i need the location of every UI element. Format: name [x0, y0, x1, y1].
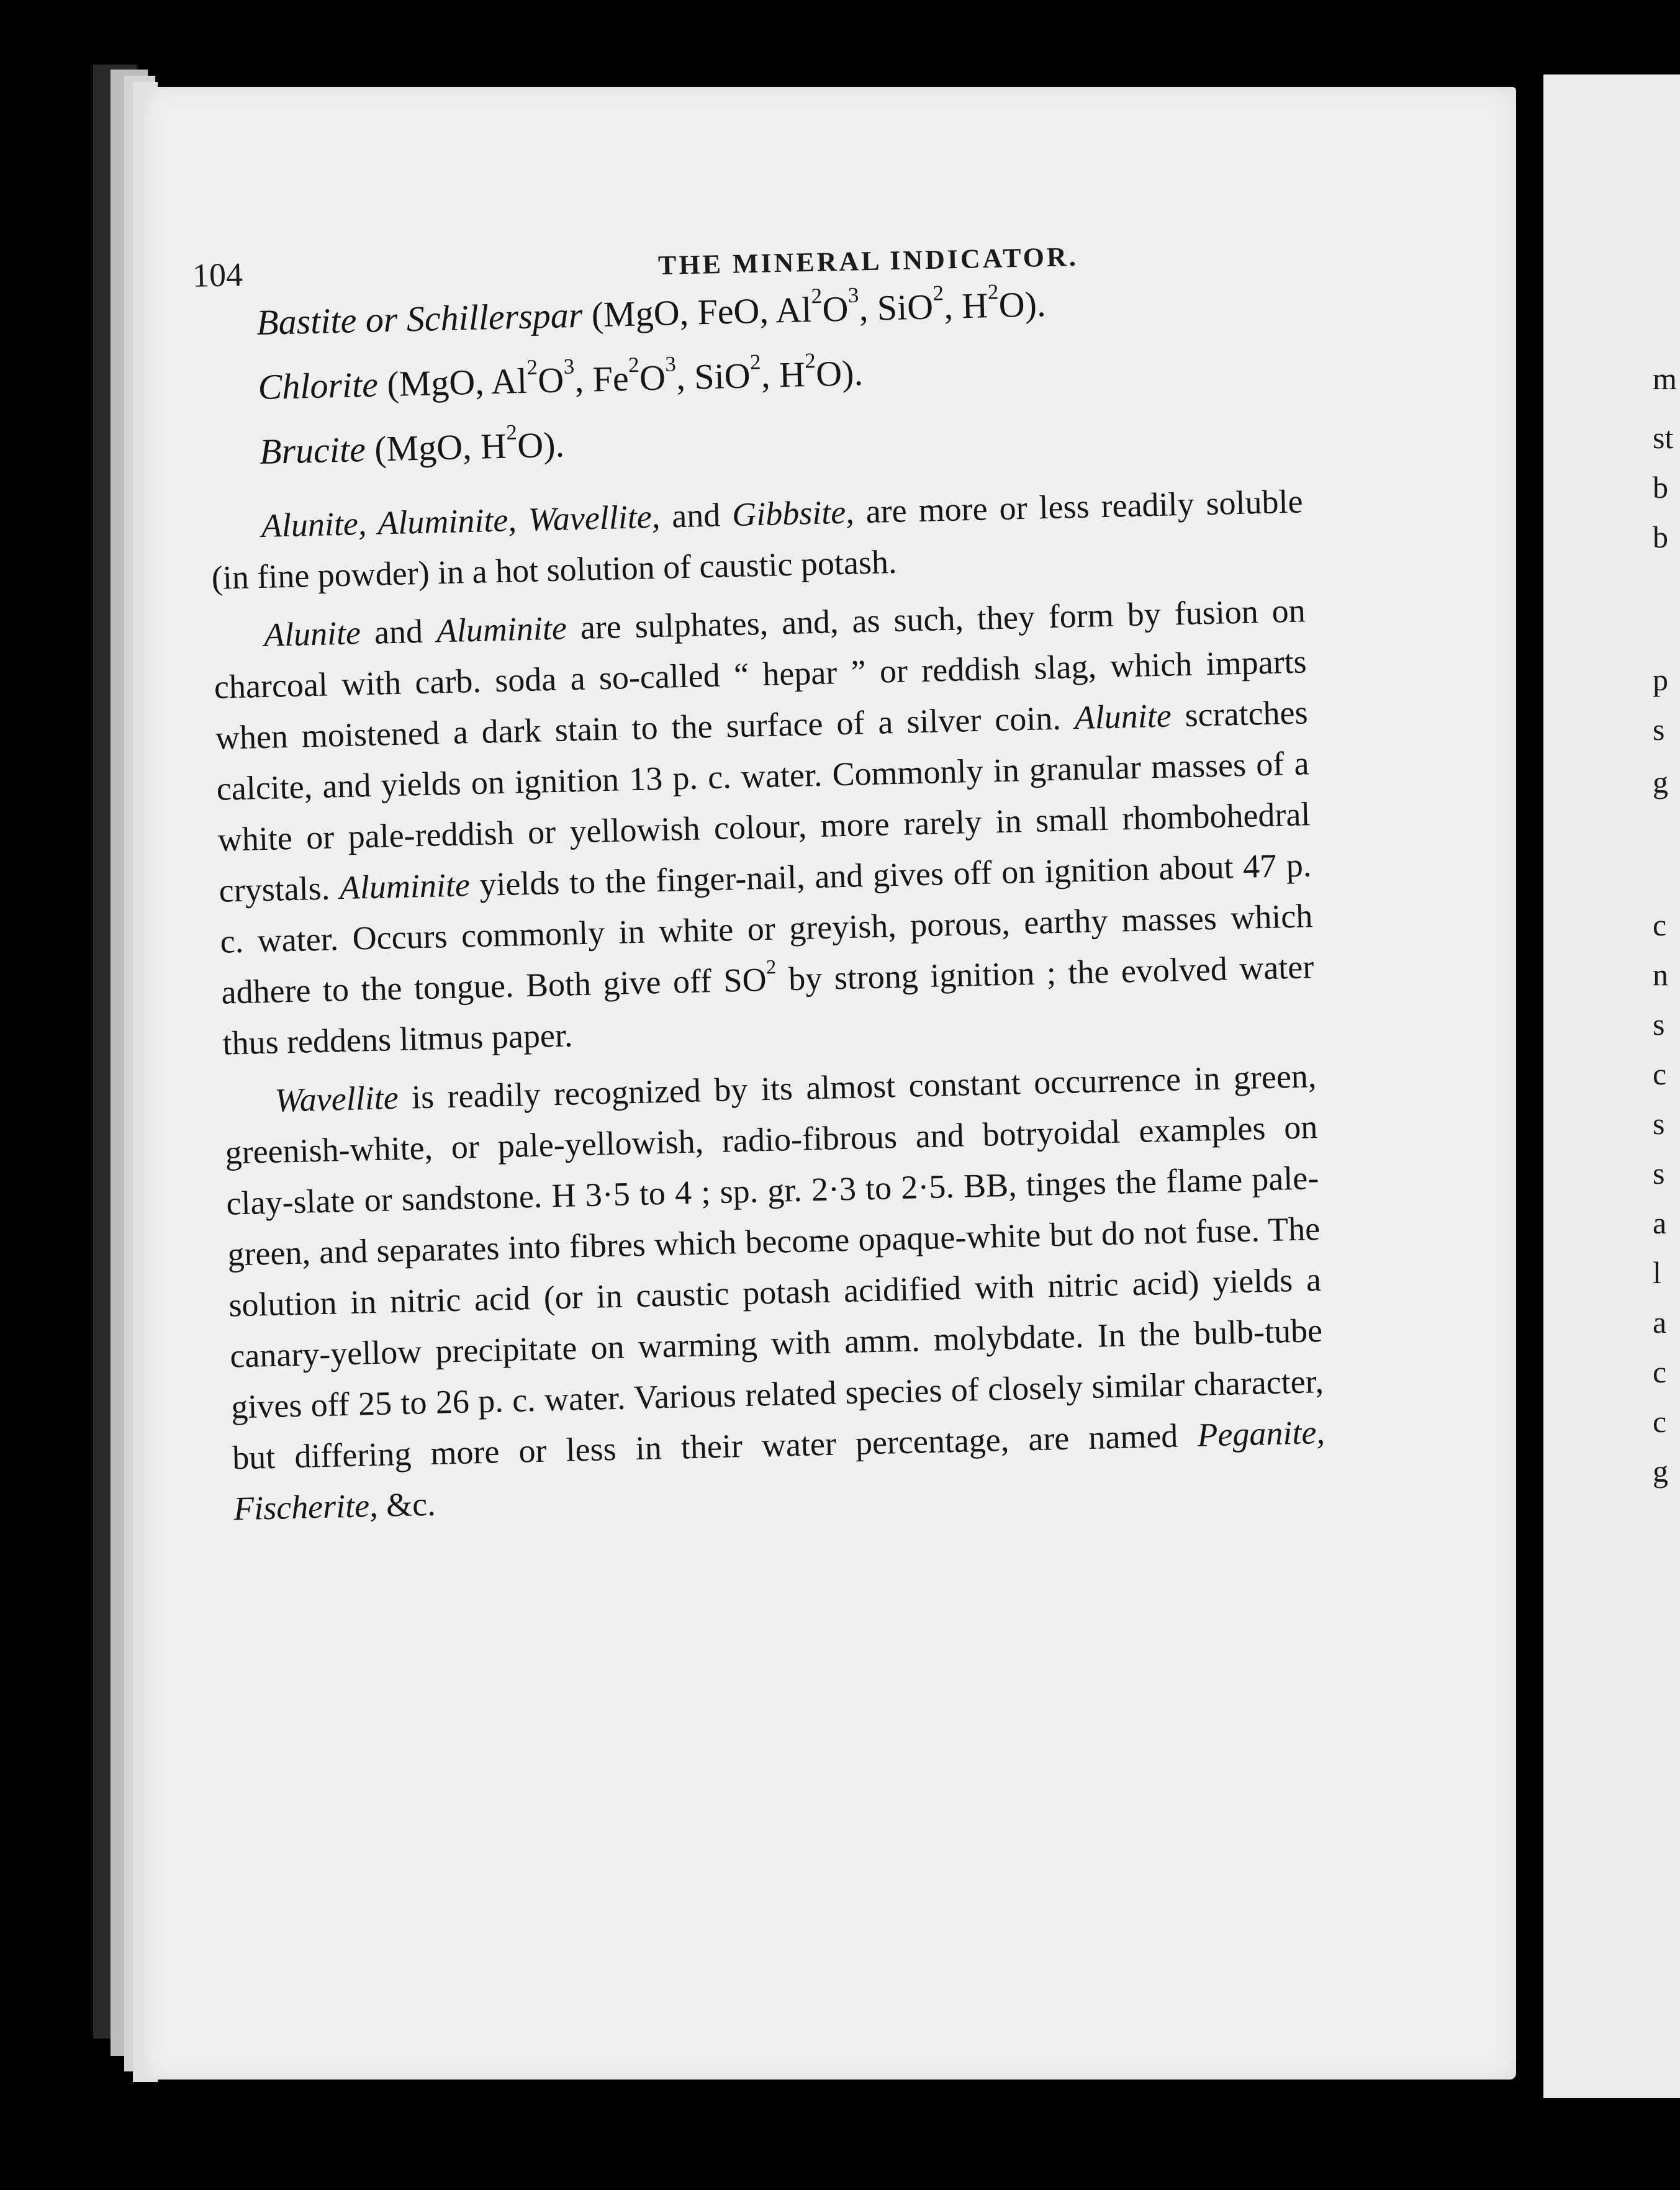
facing-text-fragment: c [1653, 908, 1667, 942]
facing-text-fragment: c [1653, 1057, 1667, 1091]
composition: (MgO, FeO, $Al^2O^3$, SiO$^2$, $H^2O$). [582, 279, 1047, 335]
mineral-name: Brucite [259, 428, 366, 472]
facing-page [1543, 74, 1680, 2098]
page-number: 104 [192, 256, 243, 294]
paragraph: Alunite, Aluminite, Wavellite, and Gibbsite, are more or less readily soluble (in fine powder) in a hot solution of caustic potash. [211, 482, 1304, 597]
facing-text-fragment: a [1653, 1205, 1667, 1240]
facing-text-fragment: b [1653, 520, 1668, 554]
facing-text-fragment: c [1653, 1404, 1667, 1439]
facing-text-fragment: s [1653, 712, 1665, 747]
facing-text-fragment: a [1653, 1305, 1667, 1340]
paragraph: Wavellite is readily recognized by its almost constant occurrence in green, greenish-white, or pale-yellowish, radio-fibrous and botryoidal examples on clay-slate or sandstone. H 3·5 to 4 ; sp. gr. 2·3 to 2·5. BB, tinges the flame pale-green, and separates into fibres which become opaque-white but do not fuse. The solution in nitric acid (or in caustic potash acidified with nitric acid) yields a canary-yellow precipitate on warming with amm. molybdate. In the bulb-tube gives off 25 to 26 p. c. water. Various related species of closely similar character, but differing more or less in their water percentage, are named Peganite, Fischerite, &c. [224, 1057, 1325, 1528]
running-title: THE MINERAL INDICATOR. [657, 241, 1079, 281]
mineral-name: Chlorite [257, 364, 379, 408]
facing-text-fragment: g [1653, 1454, 1668, 1489]
facing-text-fragment: s [1653, 1156, 1665, 1191]
composition: (MgO, $Al^2O^3$, $Fe^2O^3$, SiO$^2$, $H^2O$). [377, 348, 864, 405]
facing-text-fragment: g [1653, 765, 1668, 800]
composition: (MgO, $H^2O$). [364, 420, 565, 469]
facing-text-fragment: l [1653, 1255, 1661, 1290]
facing-text-fragment: st [1653, 420, 1674, 455]
facing-text-fragment: p [1653, 662, 1668, 697]
mineral-name: Bastite [256, 300, 358, 343]
facing-text-fragment: s [1653, 1007, 1665, 1042]
facing-text-fragment: b [1653, 470, 1668, 505]
facing-text-fragment: m [1653, 361, 1677, 396]
paragraph: Alunite and Aluminite are sulphates, and, as such, they form by fusion on charcoal with carb. soda a so-called “ hepar ” or reddish slag, which imparts when moistened a dark stain to the surface of a silver coin. Alunite scratches calcite, and yields on ignition 13 p. c. water. Commonly in granular masses of a white or pale-reddish or yellowish colour, more rarely in small rhombohedral crystals. Aluminite yields to the finger-nail, and gives off on ignition about 47 p. c. water. Occurs commonly in white or greyish, porous, earthy masses which adhere to the tongue. Both give off $SO^2$ by strong ignition ; the evolved water thus reddens litmus paper. [214, 592, 1314, 1062]
facing-text-fragment: n [1653, 957, 1668, 992]
mineral-alt-name: Schillerspar [406, 294, 584, 340]
connector: or [356, 299, 407, 341]
facing-text-fragment: c [1653, 1354, 1667, 1389]
facing-text-fragment: s [1653, 1106, 1665, 1141]
text-column [205, 266, 1327, 1534]
